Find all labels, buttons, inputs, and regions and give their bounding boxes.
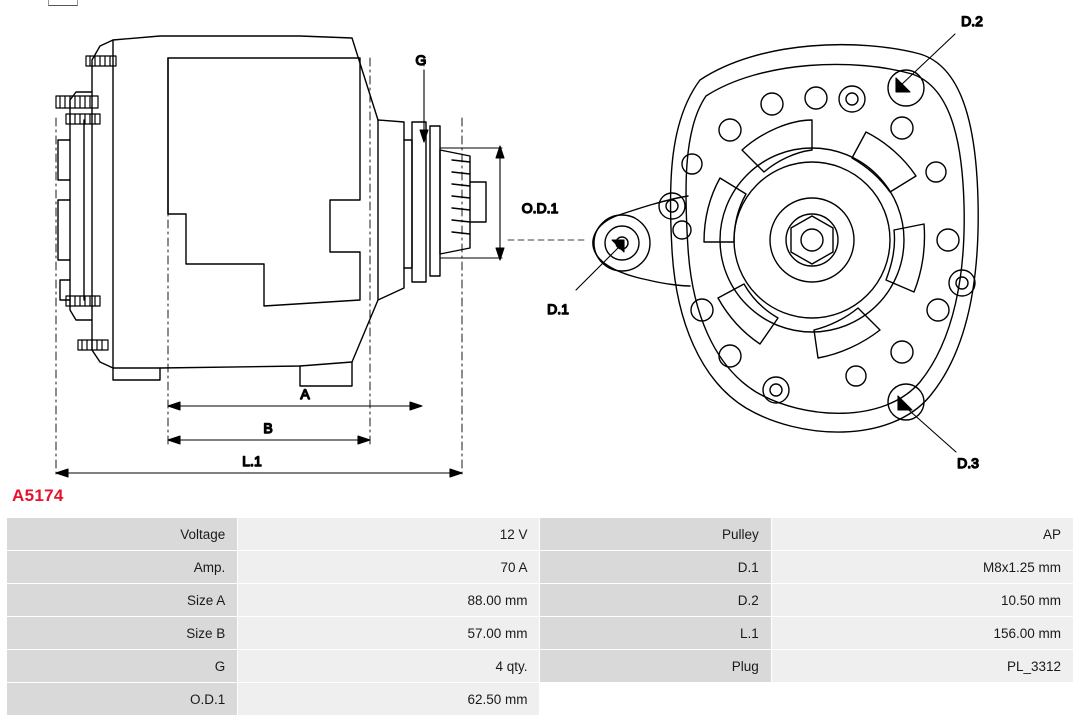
spec-value: 88.00 mm [238,584,540,617]
label-b: B [263,420,273,436]
front-view-body [593,45,978,432]
spec-value: AP [771,518,1073,551]
mounting-studs [56,56,116,350]
spec-empty-cell [771,683,1073,716]
label-d2: D.2 [961,13,983,29]
table-row [7,551,1074,584]
spec-label: Plug [540,650,771,683]
table-row [7,683,1074,716]
spec-value: 4 qty. [238,650,540,683]
spec-label: D.1 [540,551,771,584]
table-row [7,584,1074,617]
spec-label: Amp. [7,551,238,584]
spec-value: M8x1.25 mm [771,551,1073,584]
table-row [7,650,1074,683]
part-number: A5174 [12,486,64,505]
spec-label: Pulley [540,518,771,551]
spec-label: O.D.1 [7,683,238,716]
side-view-body [58,36,486,386]
spec-label: Size B [7,617,238,650]
leader-d1 [576,240,624,290]
label-od1: O.D.1 [521,200,559,216]
spec-empty-cell [540,683,771,716]
spec-label: Voltage [7,518,238,551]
specifications-table [6,517,1074,716]
leader-d2 [896,34,955,92]
label-g: G [415,52,427,68]
label-d1: D.1 [547,301,569,317]
table-row [7,518,1074,551]
dimension-od1 [440,146,504,260]
dimension-l1 [56,469,462,477]
spec-value: PL_3312 [771,650,1073,683]
extension-lines [56,58,462,476]
spec-value: 10.50 mm [771,584,1073,617]
leader-d3 [898,396,956,452]
label-a: A [300,386,310,402]
spec-label: D.2 [540,584,771,617]
table-row [7,617,1074,650]
spec-value: 156.00 mm [771,617,1073,650]
label-d3: D.3 [957,455,979,471]
spec-label: Size A [7,584,238,617]
spec-value: 12 V [238,518,540,551]
spec-value: 57.00 mm [238,617,540,650]
spec-value: 70 A [238,551,540,584]
label-l1: L.1 [242,453,262,469]
spec-label: G [7,650,238,683]
dimension-a [168,402,422,410]
spec-label: L.1 [540,617,771,650]
dimension-b [168,436,370,444]
dimension-g [420,70,428,142]
spec-value: 62.50 mm [238,683,540,716]
